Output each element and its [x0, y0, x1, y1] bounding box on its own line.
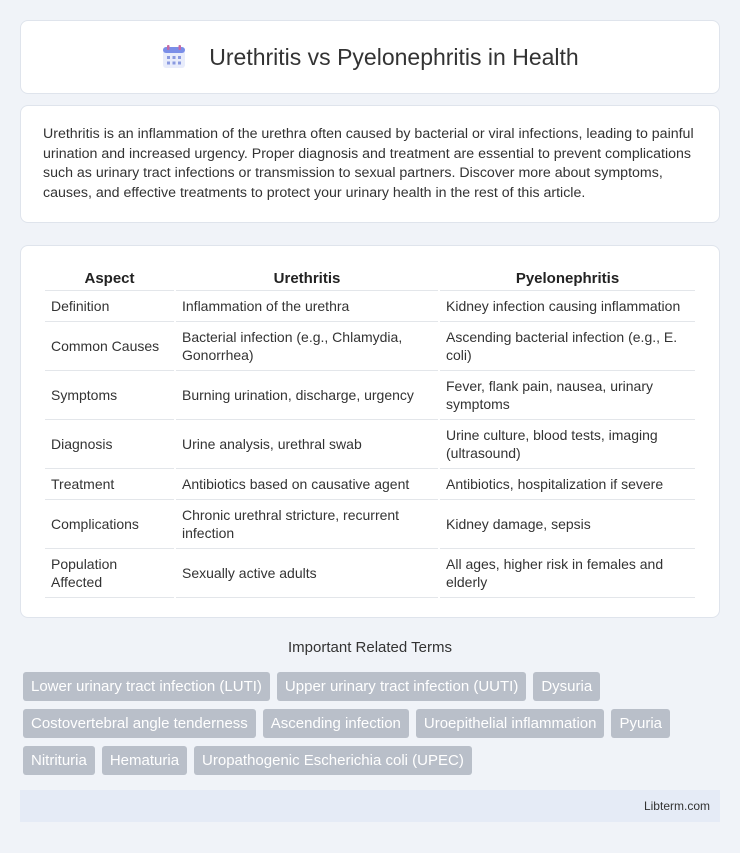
related-term-tag[interactable]: Nitrituria: [23, 746, 95, 775]
related-term-tag[interactable]: Uropathogenic Escherichia coli (UPEC): [194, 746, 472, 775]
table-row: [45, 549, 695, 598]
table-row: [45, 469, 695, 500]
header-aspect: Aspect: [45, 264, 174, 291]
table-cell: Kidney infection causing inflammation: [440, 291, 695, 322]
table-row: [45, 500, 695, 549]
table-row: [45, 420, 695, 469]
intro-paragraph: Urethritis is an inflammation of the urethra often caused by bacterial or viral infections, leading to painful urination and increased urgency. Proper diagnosis and treatment are essential to prevent complications such as urinary tract infections or transmission to sexual partners. Discover more about symptoms, causes, and effective treatments to protect your urinary health in the rest of this article.: [43, 126, 694, 201]
footer: [20, 790, 720, 822]
related-terms-list: [23, 672, 723, 775]
table-cell: Symptoms: [45, 371, 174, 420]
table-row: [45, 371, 695, 420]
related-term-tag[interactable]: Upper urinary tract infection (UUTI): [277, 672, 526, 701]
table-cell: Chronic urethral stricture, recurrent infection: [176, 500, 438, 549]
footer-site-link[interactable]: Libterm.com: [643, 799, 710, 813]
table-cell: Complications: [45, 500, 174, 549]
table-cell: Inflammation of the urethra: [176, 291, 438, 322]
page-title: Urethritis vs Pyelonephritis in Health: [209, 43, 579, 70]
table-cell: Bacterial infection (e.g., Chlamydia, Gonorrhea): [176, 322, 438, 371]
table-cell: Treatment: [45, 469, 174, 500]
header-urethritis: Urethritis: [176, 264, 438, 291]
table-cell: Sexually active adults: [176, 549, 438, 598]
table-cell: All ages, higher risk in females and elderly: [440, 549, 695, 598]
table-cell: Urine analysis, urethral swab: [176, 420, 438, 469]
title-card: [20, 20, 720, 94]
table-row: [45, 291, 695, 322]
related-term-tag[interactable]: Hematuria: [102, 746, 187, 775]
table-header-row: [45, 264, 695, 291]
table-cell: Antibiotics, hospitalization if severe: [440, 469, 695, 500]
comparison-table: [43, 264, 697, 598]
table-cell: Ascending bacterial infection (e.g., E. coli): [440, 322, 695, 371]
table-cell: Urine culture, blood tests, imaging (ultrasound): [440, 420, 695, 469]
header-pyelonephritis: Pyelonephritis: [440, 264, 695, 291]
comparison-card: [20, 245, 720, 618]
related-terms-heading: Important Related Terms: [288, 639, 452, 656]
related-term-tag[interactable]: Dysuria: [533, 672, 600, 701]
table-cell: Burning urination, discharge, urgency: [176, 371, 438, 420]
related-term-tag[interactable]: Costovertebral angle tenderness: [23, 709, 256, 738]
related-term-tag[interactable]: Lower urinary tract infection (LUTI): [23, 672, 270, 701]
related-term-tag[interactable]: Pyuria: [611, 709, 670, 738]
table-cell: Population Affected: [45, 549, 174, 598]
table-cell: Fever, flank pain, nausea, urinary symptoms: [440, 371, 695, 420]
table-row: [45, 322, 695, 371]
related-term-tag[interactable]: Uroepithelial inflammation: [416, 709, 605, 738]
table-cell: Diagnosis: [45, 420, 174, 469]
intro-card: [20, 105, 720, 223]
table-cell: Definition: [45, 291, 174, 322]
related-term-tag[interactable]: Ascending infection: [263, 709, 409, 738]
table-cell: Antibiotics based on causative agent: [176, 469, 438, 500]
table-cell: Kidney damage, sepsis: [440, 500, 695, 549]
calendar-icon: [161, 44, 187, 70]
table-cell: Common Causes: [45, 322, 174, 371]
